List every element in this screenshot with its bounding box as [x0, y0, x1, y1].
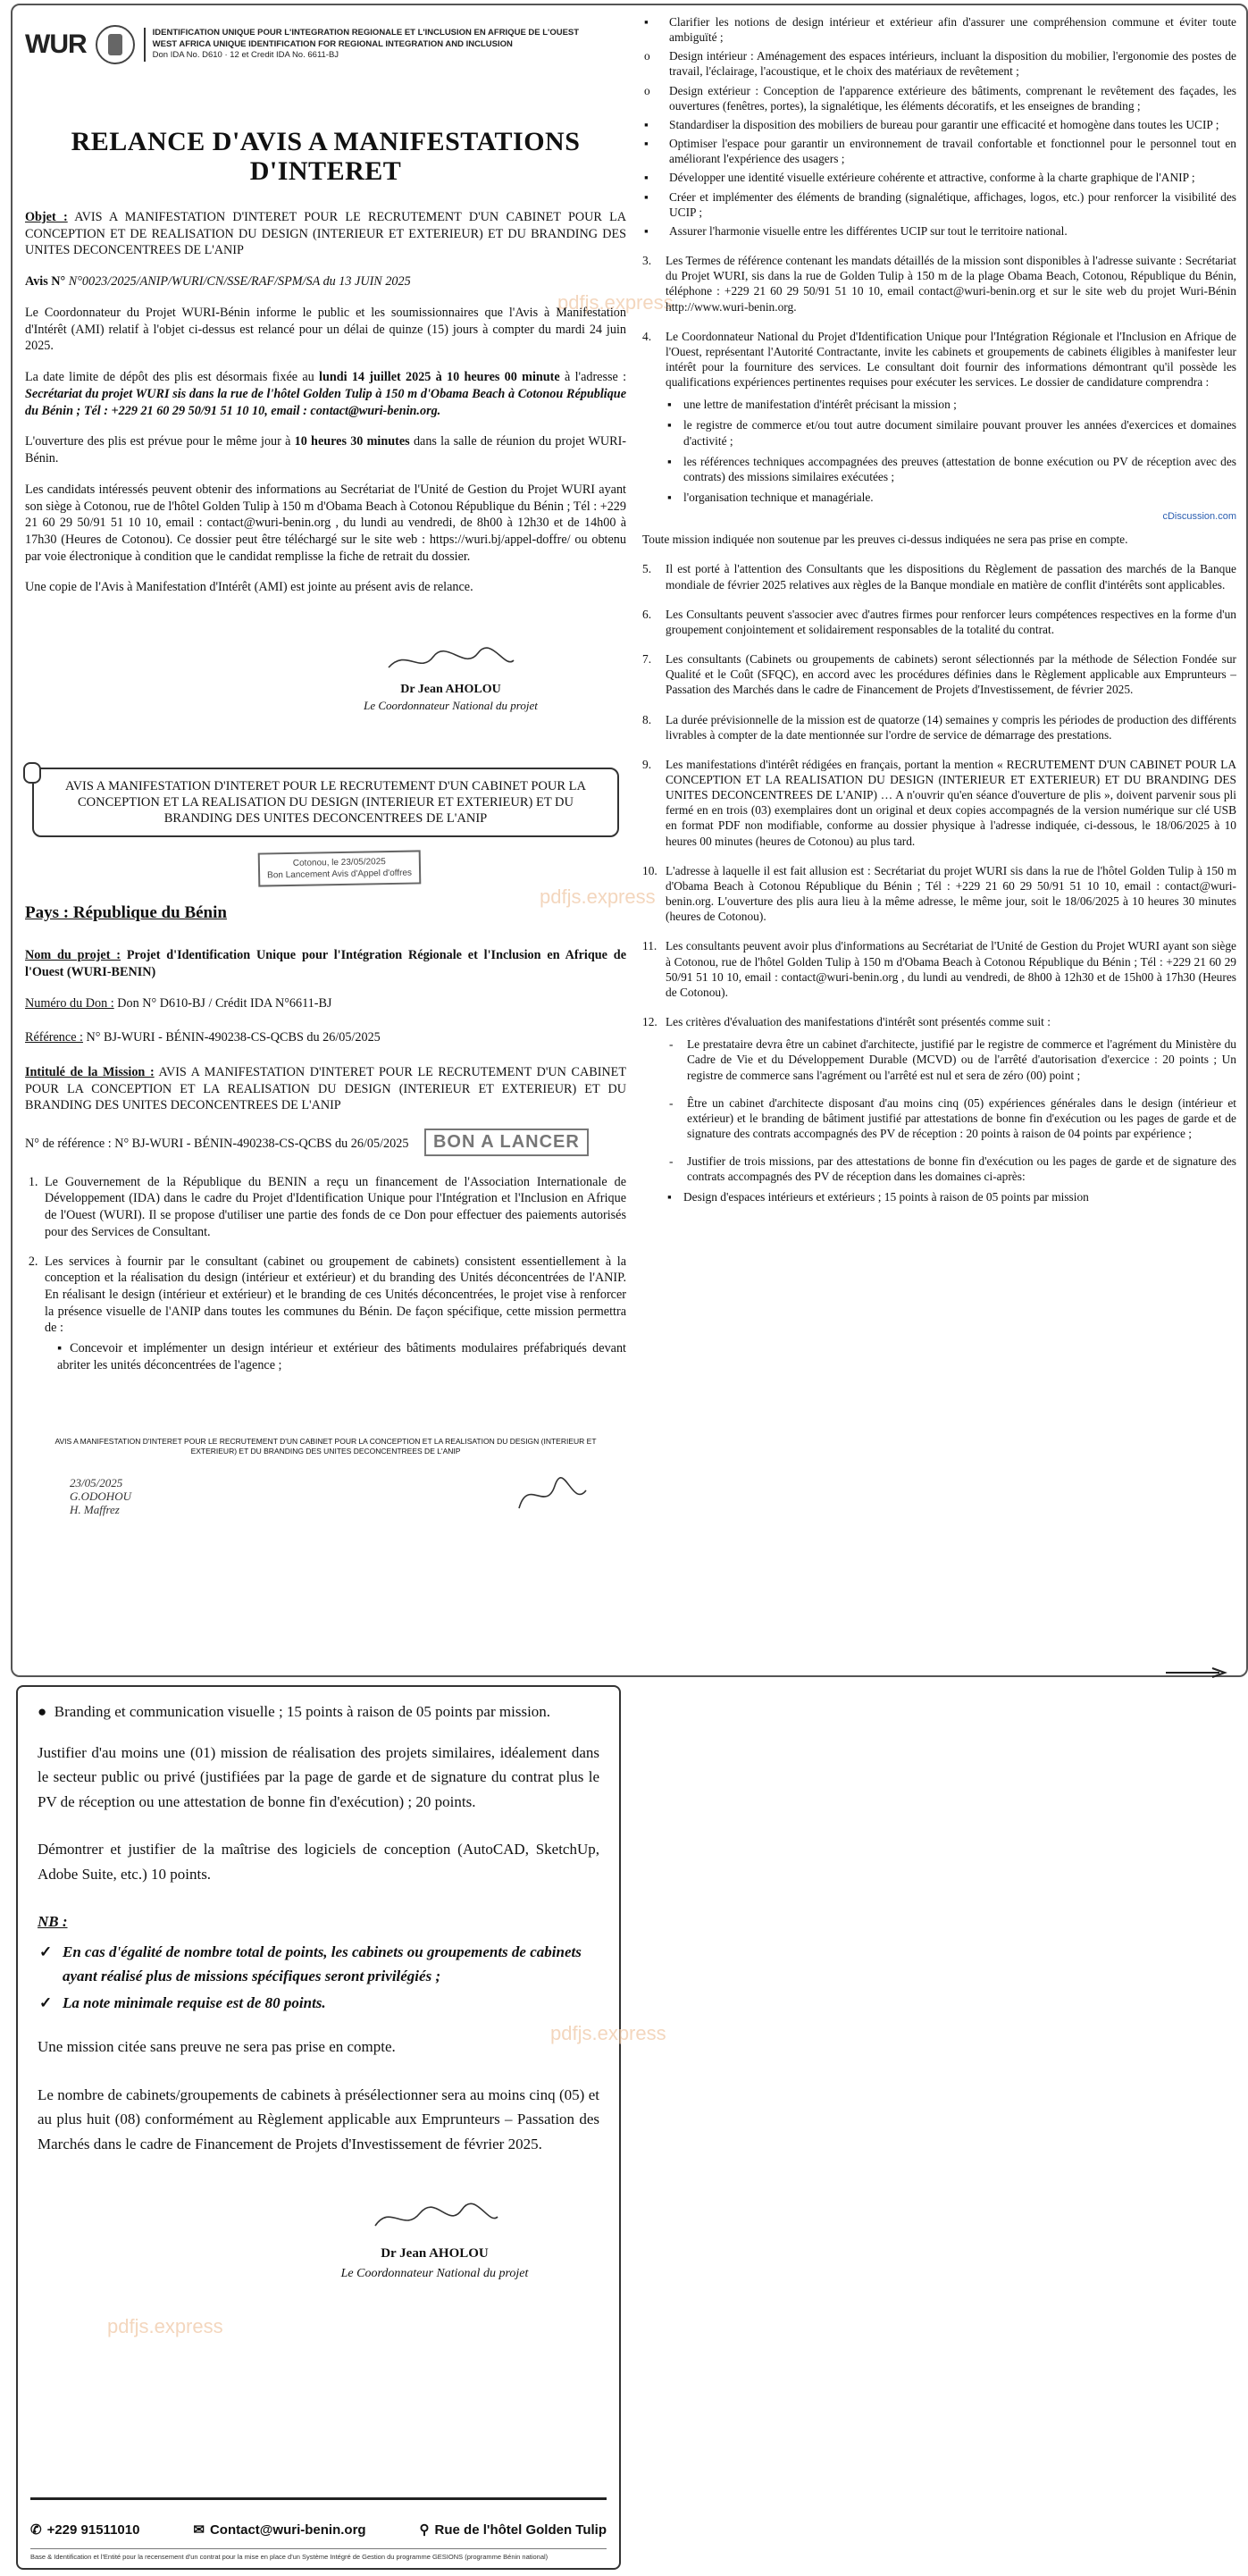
objectives-list — [642, 14, 1236, 239]
objective-item: ▪ Assurer l'harmonie visuelle entre les différentes UCIP sur tout le territoire national. — [642, 223, 1236, 239]
nb-label: NB : — [38, 1913, 68, 1931]
candidature-item: ▪ les références techniques accompagnées des preuves (attestation de bonne exécution ou PV de réception avec des contrats) des missions similaires exécutées ; — [666, 454, 1236, 484]
project-name: Nom du projet : Projet d'Identification Unique pour l'Intégration Régionale et l'Inclusion en Afrique de l'Ouest (WURI-BENIN) — [25, 948, 626, 979]
don-number: Numéro du Don : Don N° D610-BJ / Crédit IDA N°6611-BJ — [25, 995, 332, 1011]
signatory-name: Dr Jean AHOLOU — [400, 682, 501, 696]
document-page-1 — [11, 4, 1248, 1677]
signature-scribble — [380, 644, 523, 676]
reference-line: Référence : N° BJ-WURI - BÉNIN-490238-CS-QCBS du 26/05/2025 — [25, 1030, 381, 1045]
list-item: 8. La durée prévisionnelle de la mission est de quatorze (14) semaines y compris les périodes de production des différents livrables à compter de la date mentionnée sur l'ordre de service de démarrage des prestations. — [642, 712, 1236, 742]
objet-label: Objet : — [25, 210, 68, 224]
objet-paragraph — [25, 209, 626, 259]
footer-address: ⚲ Rue de l'hôtel Golden Tulip — [420, 2520, 607, 2541]
watermark: pdfjs.express — [107, 2315, 223, 2337]
watermark: pdfjs.express — [550, 2022, 666, 2044]
avis-number — [25, 273, 626, 290]
list-item: 9. Les manifestations d'intérêt rédigées en français, portant la mention « RECRUTEMENT D'UN CABINET POUR LA CONCEPTION ET LA REALISATION DU DESIGN (INTERIEUR ET EXTERIEUR) ET DU BRANDING DES UNITES DECONCENTREES DE L'ANIP) … A n'ouvrir qu'en séance d'ouverture de plis », doivent parvenir sous pli fermé en en trois (03) exemplaires dont un original et deux copies accompagnés de la version numérique sur clé USB en format PDF non modifiable, conforme au dossier physique à l'adresse indiquée, ci-dessous, le 18/06/2025 à 10 heures 00 minutes (heures de Cotonou) au plus tard. — [642, 757, 1236, 848]
signature-block — [270, 2199, 599, 2285]
list-item: 7. Les consultants (Cabinets ou groupements de cabinets) seront sélectionnés par la méthode de Sélection Fondée sur Qualité et le Coût (SFQC), en accord avec les procédures définies dans le Règlement applicable aux Emprunteurs – Passation des Marchés dans le cadre de Financement de Projets d'Investissement, de février 2025. — [642, 652, 1236, 697]
right-column — [642, 14, 1236, 1669]
left-column — [25, 18, 626, 1662]
signatory-name: Dr Jean AHOLOU — [381, 2245, 489, 2261]
cdiscussion-watermark: cDiscussion.com — [1162, 511, 1236, 523]
sub-list-item: ▪ Concevoir et implémenter un design intérieur et extérieur des bâtiments modulaires préfabriqués devant abriter les unités déconcentrées de l'agence ; — [54, 1340, 626, 1373]
note-paragraph: Toute mission indiquée non soutenue par les preuves ci-dessus indiquées ne sera pas prise en compte. — [642, 533, 1128, 547]
paragraph: Le Coordonnateur du Projet WURI-Bénin informe le public et les soumissionnaires que l'Avis à Manifestation d'Intérêt (AMI) relatif à l'objet ci-dessus est relancé pour un délai de quinze (15) jours à compter du mardi 24 juin 2025. — [25, 305, 626, 354]
objective-item: o Design intérieur : Aménagement des espaces intérieurs, incluant la disposition du mobilier, l'ergonomie des postes de travail, l'éclairage, l'acoustique, et le choix des matériaux de revêtement ; — [642, 48, 1236, 79]
country-line: Pays : République du Bénin — [25, 902, 227, 922]
objet-text: AVIS A MANIFESTATION D'INTERET POUR LE RECRUTEMENT D'UN CABINET POUR LA CONCEPTION ET DE REALISATION DU DESIGN (INTERIEUR ET EXTERIEUR) ET DU BRANDING DES UNITES DECONCENTREES DE L'ANIP — [25, 210, 626, 258]
list-item: 2. Les services à fournir par le consultant (cabinet ou groupement de cabinets) consistent essentiellement à la conception et la réalisation du design (intérieur et extérieur) et du branding des Unités déconcentrées de l'ANIP. En réalisant le design (intérieur et extérieur) et le branding de ces Unités déconcentrées, le projet vise à renforcer la présence visuelle de l'ANIP dans toutes les communes du Bénin. De façon spécifique, cette mission permettra de : ▪ Concevoir et implémenter un design intérieur et extérieur des bâtiments modulaires préfabriqués devant abriter les unités déconcentrées de l'agence ; — [41, 1254, 626, 1374]
page-2-body — [18, 1687, 619, 2285]
list-item: 4. Le Coordonnateur National du Projet d'Identification Unique pour l'Intégration Régionale et l'Inclusion en Afrique de l'Ouest, représentant l'Autorité Contractante, invite les cabinets et groupements de cabinets éligibles à manifester leur intérêt pour la fourniture des services. Le consultant doit fournir des informations démontrant qu'il possède les qualifications expériences pertinentes requises pour exécuter les services. Le dossier de candidature comprendra : ▪ une lettre de manifestation d'intérêt précisant la mission ; ▪ le registre de commerce et/ou tout autre document similaire pouvant prouver les années d'exercices et domaines d'activité ; ▪ les références techniques accompagnées des preuves (attestation de bonne exécution ou PV de réception avec des contrats) des missions similaires exécutées ; ▪ l'organisation technique et managériale. cDiscussion.com — [642, 329, 1236, 524]
mission-title: Intitulé de la Mission : AVIS A MANIFESTATION D'INTERET POUR LE RECRUTEMENT D'UN CABINET POUR LA CONCEPTION ET LA REALISATION DU DESIGN (INTERIEUR ET EXTERIEUR) ET DU BRANDING DES UNITES DECONCENTREES DE L'ANIP — [25, 1064, 626, 1113]
bullet-paragraph: ● Branding et communication visuelle ; 15 points à raison de 05 points par mission. — [38, 1703, 551, 1720]
reference-number: N° de référence : N° BJ-WURI - BÉNIN-490238-CS-QCBS du 26/05/2025 BON A LANCER — [25, 1129, 626, 1155]
footer-phone: ✆ +229 91511010 — [30, 2520, 139, 2541]
bullet-icon: ● — [38, 1703, 54, 1720]
location-pin-icon: ⚲ — [419, 2521, 430, 2538]
paragraph: Le nombre de cabinets/groupements de cabinets à présélectionner sera au moins cinq (05) et au plus huit (08) conformément au Règlement applicable aux Emprunteurs – Passation des Marchés dans le cadre de Financement de Projets d'Investissement de février 2025. — [38, 2085, 599, 2152]
objective-item: ▪ Créer et implémenter des éléments de branding (signalétique, affichages, logos, etc.) pour renforcer la visibilité des UCIP ; — [642, 189, 1236, 220]
objective-item: ▪ Clarifier les notions de design intérieur et extérieur afin d'assurer une compréhension commune et éviter toute ambiguïté ; — [642, 14, 1236, 45]
opening-paragraph: L'ouverture des plis est prévue pour le même jour à 10 heures 30 minutes dans la salle de réunion du projet WURI-Bénin. — [25, 434, 627, 466]
deadline-paragraph: La date limite de dépôt des plis est désormais fixée au lundi 14 juillet 2025 à 10 heures 00 minute à l'adresse : Secrétariat du projet WURI sis dans la rue de l'hôtel Golden Tulip à 150 m d'Obama Beach à Cotonou République du Bénin ; Tél : +229 21 60 29 50/91 51 10 10, email : contact@wuri-benin.org. — [25, 370, 627, 418]
paragraph: Démontrer et justifier de la maîtrise des logiciels de conception (AutoCAD, SketchUp, Adobe Suite, etc.) 10 points. — [38, 1841, 599, 1883]
numbered-list-right-2 — [642, 561, 1236, 1204]
criteria-item: - Être un cabinet d'architecte disposant d'au moins cinq (05) expériences générales dans le design (intérieur et extérieur) et le branding de bâtiment justifié par attestations de bonne fin d'exécution ou les pages de garde et de signature des contrats accompagnés des PV de réception : 20 points à raison de 04 points par expérience ; — [666, 1095, 1236, 1141]
avis-label: Avis N° — [25, 274, 66, 289]
reception-stamp: Cotonou, le 23/05/2025 Bon Lancement Avis d'Appel d'offres — [257, 850, 421, 886]
list-item: 3. Les Termes de référence contenant les mandats détaillés de la mission sont disponibles à l'adresse suivante : Secrétariat du Projet WURI, sis dans la rue de Golden Tulip à 150 m de la plage Obama Beach, Cotonou, République du Bénin, téléphone : +229 21 60 29 50/91 51 10 10, email contact@wuri-benin.org et sur le site web du projet Wuri-Bénin http://www.wuri-benin.org. — [642, 254, 1236, 314]
envelope-icon: ✉ — [193, 2521, 205, 2538]
paragraph: Les candidats intéressés peuvent obtenir des informations au Secrétariat de l'Unité de Gestion du Projet WURI ayant son siège à Cotonou, rue de l'hôtel Golden Tulip à 150 m d'Obama Beach à Cotonou République du Bénin ; Tél : +229 21 60 29 50/91 51 10 10, email : contact@wuri-benin.org , du lundi au vendredi, de 8h00 à 12h30 et de 14h00 à 17h30 (Heures de Cotonou). Ce dossier peut être téléchargé sur le site web : https://wuri.bj/appel-doffre/ ou obtenu par voie électronique à condition que le candidat remplisse la fiche de retrait du dossier. — [25, 482, 626, 564]
objective-item: ▪ Optimiser l'espace pour garantir un environnement de travail confortable et fonctionnel pour le personnel tout en améliorant l'expérience des usagers ; — [642, 136, 1236, 166]
criteria-list — [666, 1036, 1236, 1184]
objective-item: ▪ Développer une identité visuelle extérieure cohérente et attractive, conforme à la charte graphique de l'ANIP ; — [642, 170, 1236, 185]
watermark: pdfjs.express — [557, 291, 674, 314]
list-item: 11. Les consultants peuvent avoir plus d'informations au Secrétariat de l'Unité de Gestion du Projet WURI ayant son siège à Cotonou, rue de l'hôtel Golden Tulip à 150 m d'Obama Beach à Cotonou République du Bénin ; Tél : +229 21 60 29 50/91 51 10 10, email : contact@wuri-benin.org , du lundi au vendredi, de 8h00 à 12h30 et de 15h00 à 17h30 (Heures de Cotonou). — [642, 939, 1236, 999]
benin-emblem-icon — [96, 25, 135, 64]
letterhead-line: WEST AFRICA UNIQUE IDENTIFICATION FOR REGIONAL INTEGRATION AND INCLUSION — [152, 38, 513, 49]
list-item: 10. L'adresse à laquelle il est fait allusion est : Secrétariat du projet WURI sis dans la rue de l'hôtel Golden Tulip à 150 m d'Obama Beach à Cotonou République du Bénin ; Tél : +229 21 60 29 50/91 51 10 10, email : contact@wuri-benin.org. L'ouverture des plis aura lieu à la même adresse, le même jour, soit le 18/06/2025 à 10 heures 30 minutes (heures de Cotonou). — [642, 863, 1236, 924]
phone-icon: ✆ — [30, 2521, 42, 2538]
bon-a-lancer-stamp: BON A LANCER — [424, 1129, 589, 1155]
check-item: ✓ En cas d'égalité de nombre total de points, les cabinets ou groupements de cabinets ayant réalisé plus de missions spécifiques seront privilégiés ; — [38, 1940, 599, 1989]
candidature-item: ▪ l'organisation technique et managériale. — [666, 490, 1236, 505]
numbered-list-right — [642, 253, 1236, 523]
document-title: RELANCE D'AVIS A MANIFESTATIONS D'INTERET — [71, 127, 581, 186]
numbered-list — [41, 1174, 626, 1374]
list-item: 6. Les Consultants peuvent s'associer avec d'autres firmes pour renforcer leurs compétences respectives en la forme d'un groupement conjointement et solidairement responsables de la totalité du contrat. — [642, 607, 1236, 636]
candidature-list — [666, 397, 1236, 505]
list-item: 1. Le Gouvernement de la République du BENIN a reçu un financement de l'Association Internationale de Développement (IDA) dans le cadre du Projet d'Identification Unique pour l'Intégration et l'Inclusion en Afrique de l'Ouest (WURI). Il se propose d'utiliser une partie des fonds de ce Don pour effectuer des paiements autorisés pour des Services de Consultant. — [41, 1174, 626, 1241]
signature-scribble — [368, 2199, 502, 2235]
objective-item: ▪ Standardiser la disposition des mobiliers de bureau pour garantir une efficacité et homogène dans toutes les UCIP ; — [642, 117, 1236, 132]
signatory-role: Le Coordonnateur National du projet — [364, 699, 538, 713]
check-item: ✓ La note minimale requise est de 80 points. — [38, 1991, 599, 2016]
nb-checks — [38, 1940, 599, 2016]
criteria-item: - Justifier de trois missions, par des attestations de bonne fin d'exécution ou les pages de garde et de signature des contrats accompagnés des PV de réception dans les domaines ci-après: — [666, 1154, 1236, 1184]
letterhead-text — [144, 28, 579, 62]
footer-email: ✉ Contact@wuri-benin.org — [193, 2520, 365, 2541]
sub-list — [54, 1340, 626, 1373]
signatory-role: Le Coordonnateur National du projet — [340, 2267, 529, 2281]
bottom-footnote: Base & Identification et l'Entité pour la recensement d'un contrat pour la mise en place d'un Système Intégré de Gestion du programme GESIONS (programme Bénin national) — [30, 2548, 607, 2563]
scroll-title-box: AVIS A MANIFESTATION D'INTERET POUR LE RECRUTEMENT D'UN CABINET POUR LA CONCEPTION ET LA REALISATION DU DESIGN (INTERIEUR ET EXTERIEUR) ET DU BRANDING DES UNITES DECONCENTREES DE L'ANIP — [32, 768, 619, 837]
list-item: 5. Il est porté à l'attention des Consultants que les dispositions du Règlement de passation des marchés de la Banque mondiale de février 2025 relatives aux règles de la Banque mondiale en matière de conflit d'intérêts sont applicables. — [642, 562, 1236, 592]
criteria-item: - Le prestataire devra être un cabinet d'architecte, justifié par le registre de commerce et l'agrément du Ministère du Cadre de Vie et du Développement Durable (MCVD) ou de l'arrêté d'autorisation d'exercice : 20 points ; Un registre de commerce sans l'agrément ou l'arrêté est nul et sera de zéro (00) point ; — [666, 1036, 1236, 1082]
candidature-item: ▪ une lettre de manifestation d'intérêt précisant la mission ; — [666, 397, 1236, 412]
initials-scribble — [510, 1473, 590, 1517]
list-item: 12. Les critères d'évaluation des manifestations d'intérêt sont présentés comme suit : - Le prestataire devra être un cabinet d'architecte, justifié par le registre de commerce et l'agrément du Ministère du Cadre de Vie et du Développement Durable (MCVD) ou de l'arrêté d'autorisation d'exercice : 20 points ; Un registre de commerce sans l'agrément ou l'arrêté est nul et sera de zéro (00) point ; - Être un cabinet d'architecte disposant d'au moins cinq (05) expériences générales dans le design (intérieur et extérieur) et le branding de bâtiment justifié par attestations de bonne fin d'exécution ou les pages de garde et de signature des contrats accompagnés des PV de réception : 20 points à raison de 04 points par expérience ; - Justifier de trois missions, par des attestations de bonne fin d'exécution ou les pages de garde et de signature des contrats accompagnés des PV de réception dans les domaines ci-après: ▪ Design d'espaces intérieurs et extérieurs ; 15 points à raison de 05 points par mission — [642, 1014, 1236, 1205]
handwritten-note: 23/05/2025 G.ODOHOU H. Maffrez — [70, 1475, 131, 1516]
letterhead — [25, 18, 626, 71]
paragraph: Une mission citée sans preuve ne sera pas prise en compte. — [38, 2038, 396, 2056]
letterhead-line: IDENTIFICATION UNIQUE POUR L'INTEGRATION REGIONALE ET L'INCLUSION EN AFRIQUE DE L'OUEST — [152, 27, 580, 38]
letterhead-line: Don IDA No. D610 · 12 et Credit IDA No. 6611-BJ — [152, 50, 339, 61]
paragraph: Une copie de l'Avis à Manifestation d'Intérêt (AMI) est jointe au présent avis de relance. — [25, 580, 473, 595]
page-turn-arrow-icon — [1166, 1668, 1228, 1677]
signature-block — [275, 644, 626, 713]
paragraph: Justifier d'au moins une (01) mission de réalisation des projets similaires, idéalement dans le secteur public ou privé (justifiées par la page de garde et de signature du contrat plus le PV de réception ou une attestation de bonne fin d'exécution) ; 20 points. — [38, 1743, 599, 1810]
avis-text: N°0023/2025/ANIP/WURI/CN/SSE/RAF/SPM/SA du 13 JUIN 2025 — [68, 274, 411, 289]
criteria-sub-item: ▪ Design d'espaces intérieurs et extérieurs ; 15 points à raison de 05 points par mission — [666, 1189, 1236, 1204]
stamp-row — [25, 852, 626, 885]
document-page-2 — [16, 1685, 666, 2570]
initials-row — [25, 1473, 626, 1517]
wuri-logo: WUR — [25, 29, 87, 60]
watermark: pdfjs.express — [540, 885, 656, 908]
objective-item: o Design extérieur : Conception de l'apparence extérieure des bâtiments, comprenant le revêtement des façades, les ouvertures (fenêtres, portes), la signalétique, les éléments décoratifs, et les enseignes de branding ; — [642, 83, 1236, 113]
page-footer-title: AVIS A MANIFESTATION D'INTERET POUR LE RECRUTEMENT D'UN CABINET POUR LA CONCEPTION ET LA REALISATION DU DESIGN (INTERIEUR ET EXTERIEUR) ET DU BRANDING DES UNITES DECONCENTREES DE L'ANIP — [54, 1436, 597, 1456]
contact-footer — [30, 2497, 607, 2541]
criteria-sub-list — [666, 1189, 1236, 1204]
candidature-item: ▪ le registre de commerce et/ou tout autre document similaire pouvant prouver les années d'exercices et domaines d'activité ; — [666, 417, 1236, 448]
